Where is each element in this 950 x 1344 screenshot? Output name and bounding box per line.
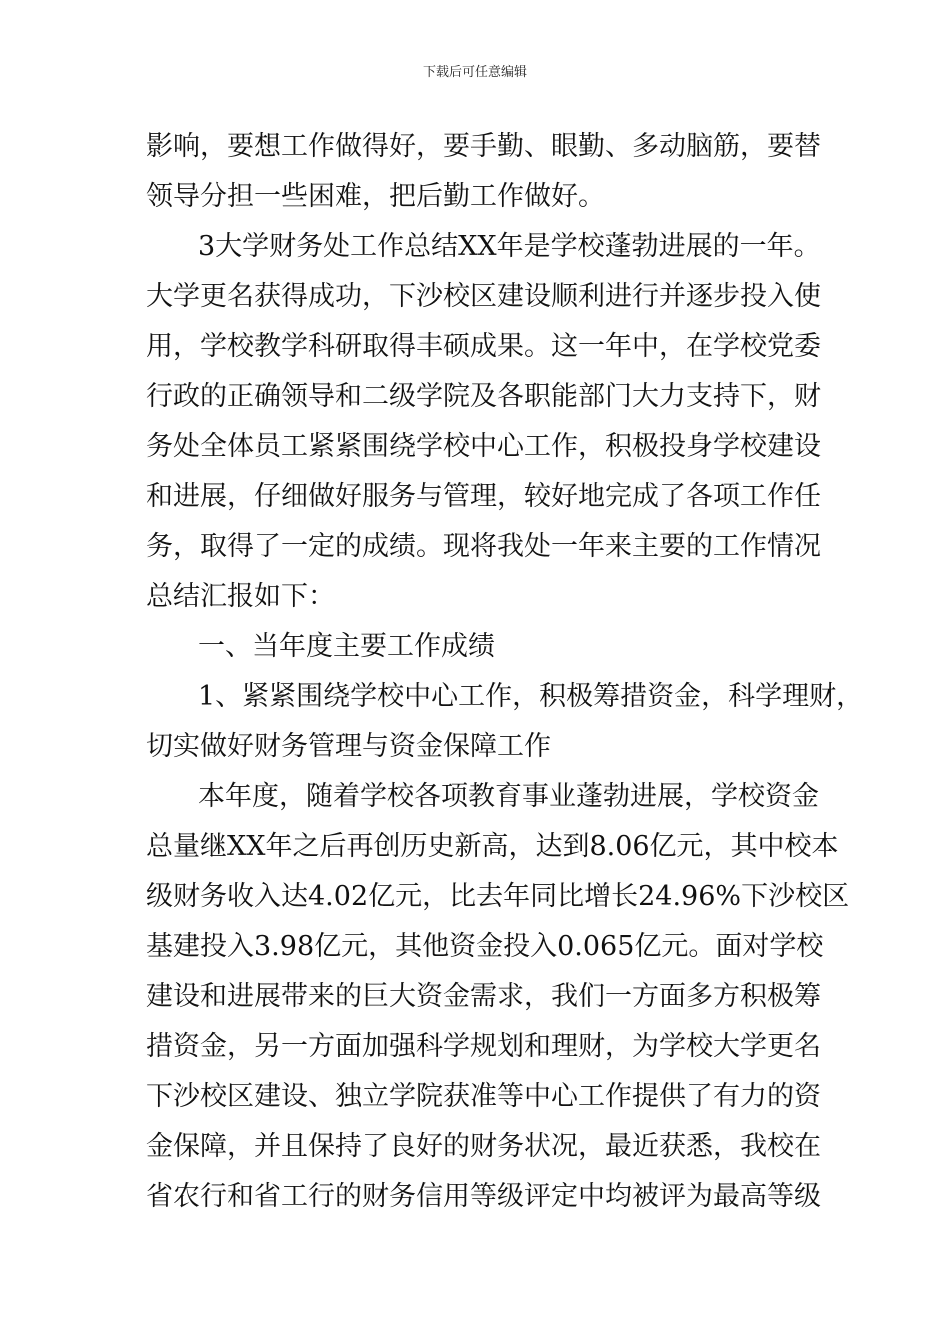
subsection-heading: 1、紧紧围绕学校中心工作，积极筹措资金，科学理财， <box>198 681 864 712</box>
text-line: 大学更名获得成功，下沙校区建设顺利进行并逐步投入使 <box>146 281 821 312</box>
text-line: 金保障，并且保持了良好的财务状况，最近获悉，我校在 <box>146 1131 821 1162</box>
text-line: 省农行和省工行的财务信用等级评定中均被评为最高等级 <box>146 1181 821 1212</box>
text-line: 总量继XX年之后再创历史新高，达到8.06亿元，其中校本 <box>146 831 839 862</box>
text-line: 和进展，仔细做好服务与管理，较好地完成了各项工作任 <box>146 481 821 512</box>
document-body <box>146 122 864 1222</box>
text-line: 领导分担一些困难，把后勤工作做好。 <box>146 181 605 212</box>
text-line: 总结汇报如下： <box>146 581 335 612</box>
text-line: 切实做好财务管理与资金保障工作 <box>146 731 551 762</box>
paragraph-start-line: 本年度，随着学校各项教育事业蓬勃进展，学校资金 <box>198 781 819 812</box>
paragraph-start-line: 3大学财务处工作总结XX年是学校蓬勃进展的一年。 <box>198 231 821 262</box>
section-heading: 一、当年度主要工作成绩 <box>198 631 495 662</box>
page-header-note: 下载后可任意编辑 <box>422 65 527 80</box>
text-line: 措资金，另一方面加强科学规划和理财，为学校大学更名 <box>146 1031 821 1062</box>
text-line: 级财务收入达4.02亿元，比去年同比增长24.96%下沙校区 <box>146 881 850 912</box>
text-line: 下沙校区建设、独立学院获准等中心工作提供了有力的资 <box>146 1081 821 1112</box>
text-line: 行政的正确领导和二级学院及各职能部门大力支持下，财 <box>146 381 821 412</box>
text-line: 用，学校教学科研取得丰硕成果。这一年中，在学校党委 <box>146 331 821 362</box>
text-line: 务，取得了一定的成绩。现将我处一年来主要的工作情况 <box>146 531 821 562</box>
text-line: 务处全体员工紧紧围绕学校中心工作，积极投身学校建设 <box>146 431 821 462</box>
text-line: 建设和进展带来的巨大资金需求，我们一方面多方积极筹 <box>146 981 821 1012</box>
text-line: 基建投入3.98亿元，其他资金投入0.065亿元。面对学校 <box>146 931 824 962</box>
text-line: 影响，要想工作做得好，要手勤、眼勤、多动脑筋，要替 <box>146 131 821 162</box>
